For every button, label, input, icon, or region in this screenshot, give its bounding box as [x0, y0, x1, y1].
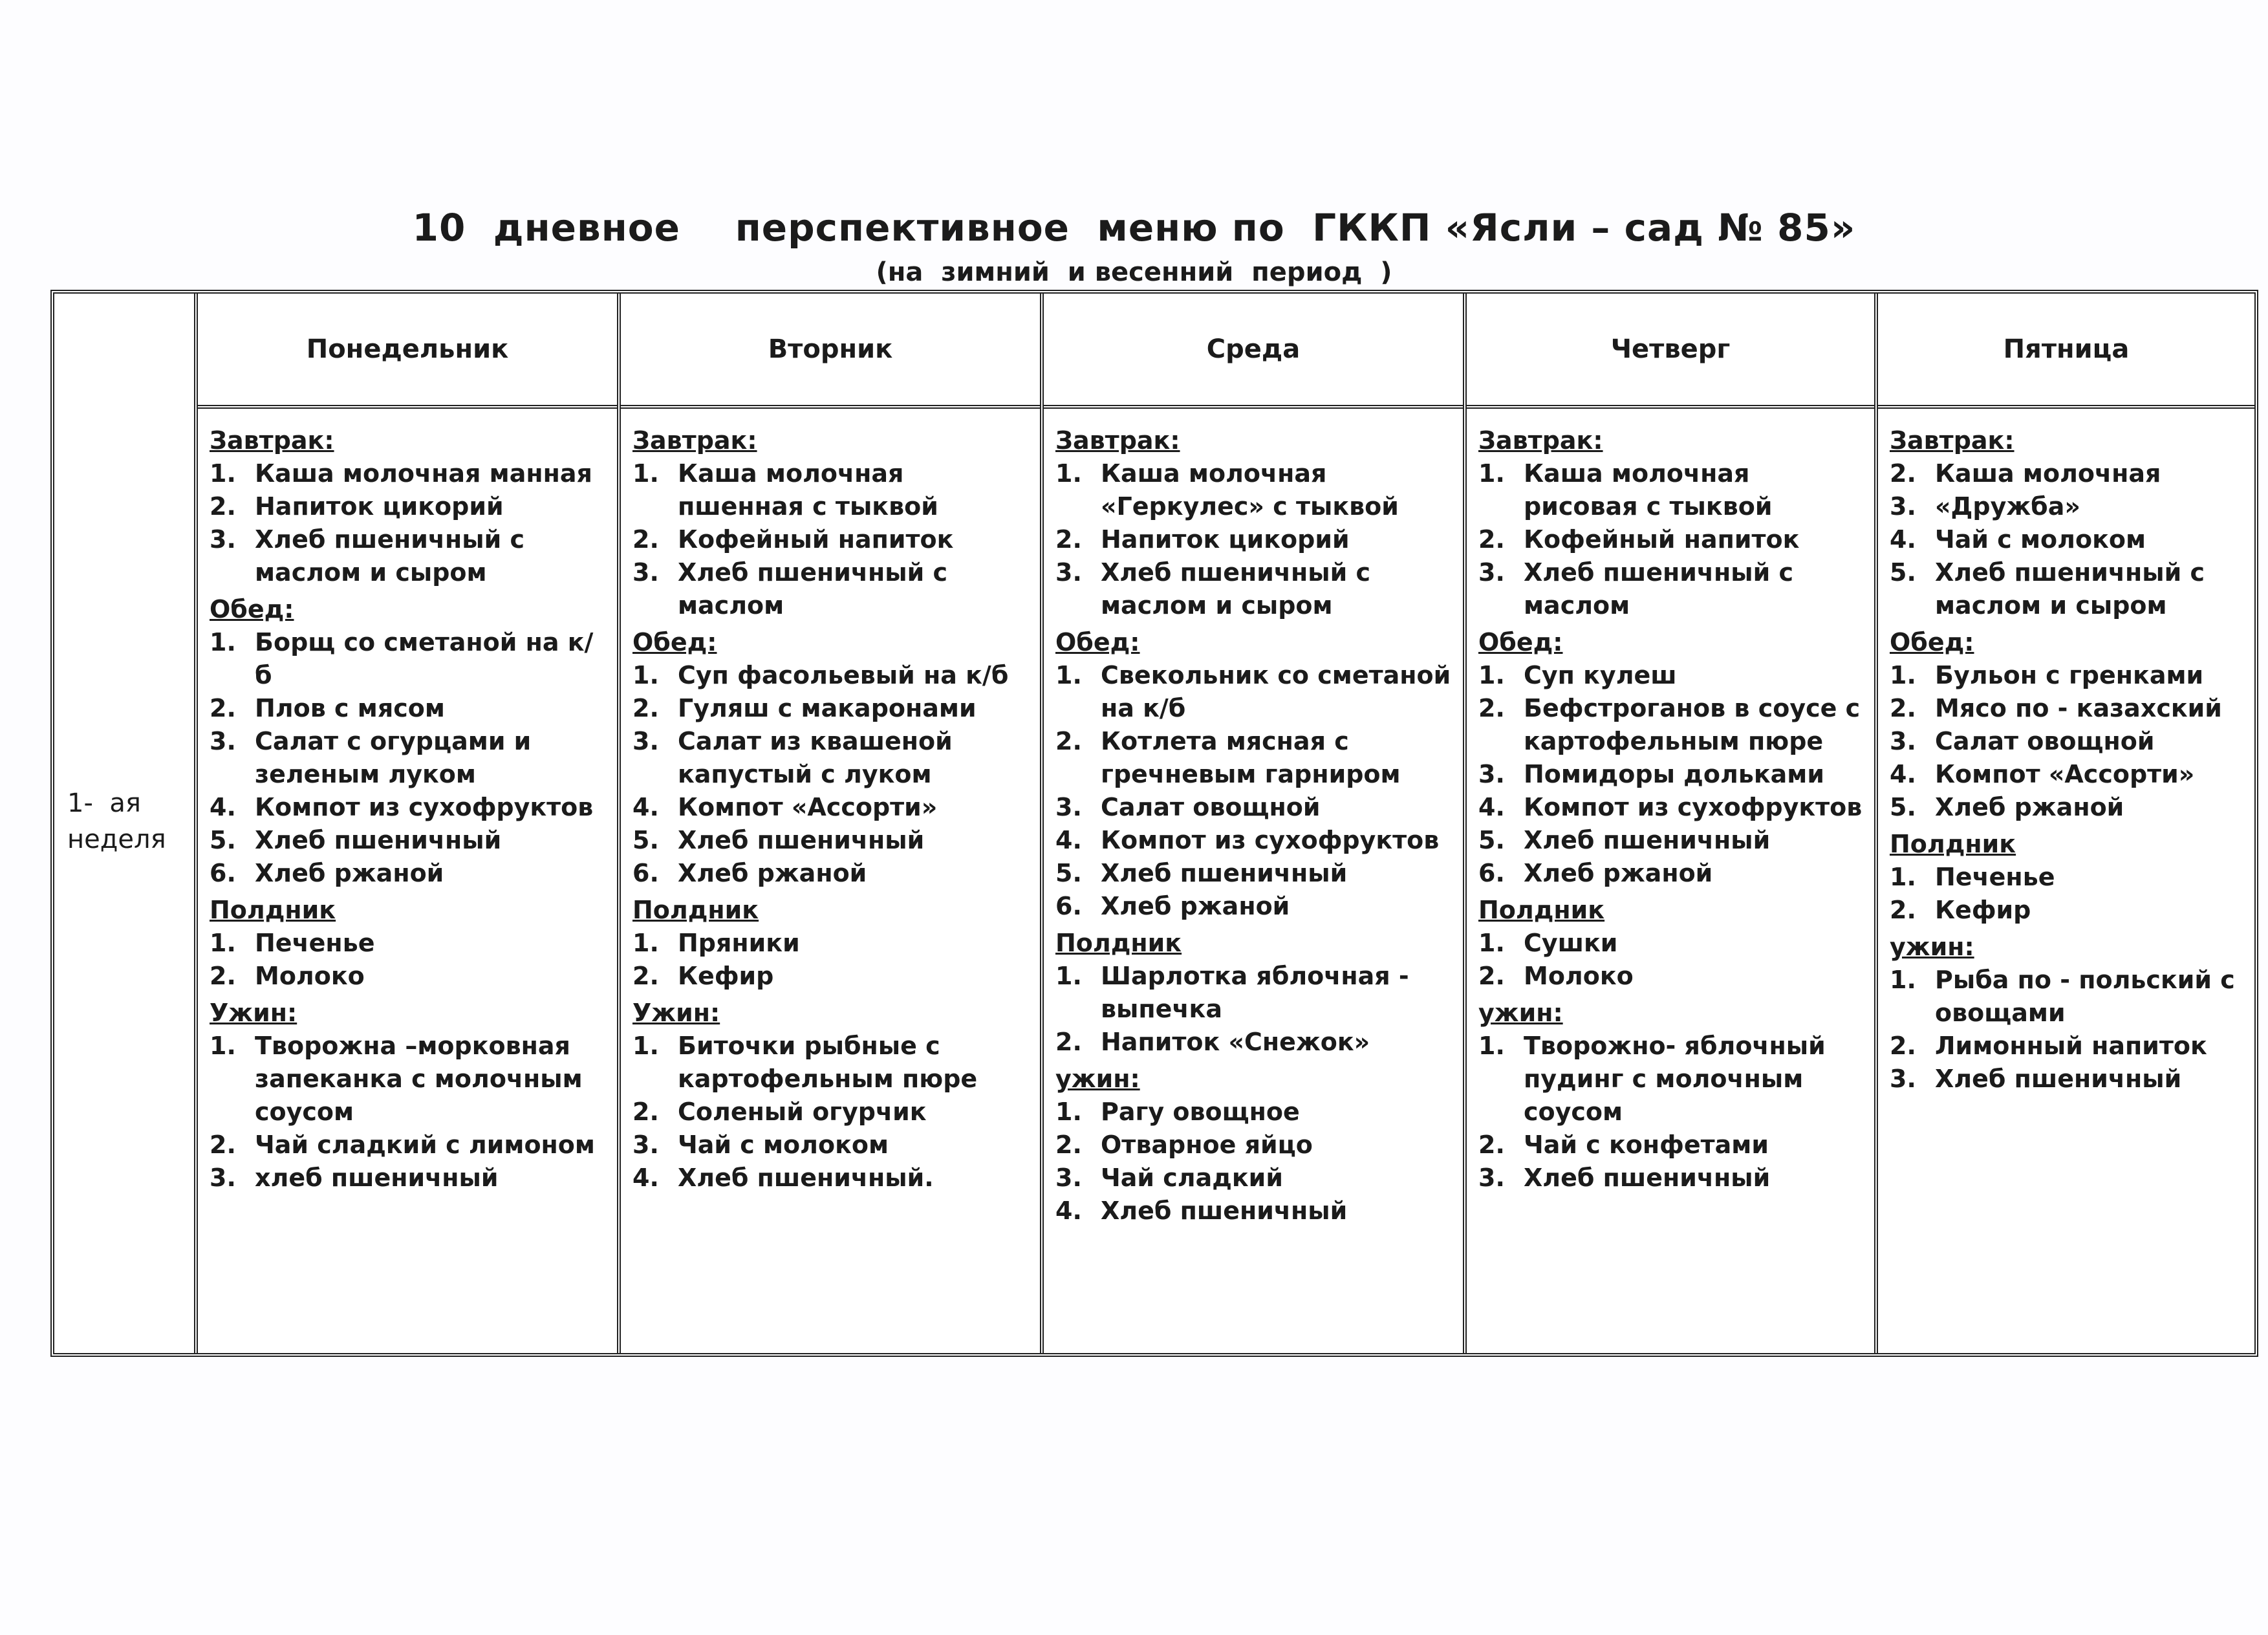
menu-item-number: 4. [210, 793, 236, 821]
menu-item-text: Хлеб пшеничный с маслом [678, 558, 948, 620]
menu-item [632, 857, 1031, 890]
menu-item-number: 6. [210, 859, 236, 887]
menu-item-text: хлеб пшеничный [255, 1164, 499, 1192]
menu-item-number: 3. [210, 1164, 236, 1192]
day-header: Вторник [621, 294, 1040, 409]
menu-item [1478, 960, 1865, 993]
menu-item [210, 1030, 608, 1129]
menu-item-number: 3. [1055, 558, 1082, 587]
menu-item [632, 791, 1031, 824]
meal-label: Полдник [210, 896, 336, 924]
menu-item-number: 3. [1890, 492, 1916, 521]
menu-item-number: 3. [1478, 558, 1505, 587]
menu-item-number: 2. [1478, 694, 1505, 722]
menu-item-text: Чай сладкий с лимоном [255, 1131, 595, 1159]
menu-item-number: 2. [210, 1131, 236, 1159]
menu-item [1055, 890, 1454, 923]
menu-item-number: 5. [210, 826, 236, 854]
menu-item-number: 1. [1478, 929, 1505, 957]
meal-label: Завтрак: [210, 426, 334, 455]
menu-item-text: Творожна –морковная запеканка с молочным соусом [255, 1032, 583, 1126]
menu-item [1890, 692, 2245, 725]
week-column [54, 294, 198, 1353]
menu-item-text: Чай сладкий [1101, 1164, 1283, 1192]
menu-item-text: Борщ со сметаной на к/б [255, 628, 594, 689]
menu-item-number: 2. [632, 1098, 659, 1126]
menu-item [632, 457, 1031, 523]
menu-item-text: Кефир [678, 962, 774, 990]
menu-item [210, 824, 608, 857]
menu-item [210, 490, 608, 523]
menu-item-number: 3. [210, 525, 236, 554]
menu-item-number: 1. [210, 929, 236, 957]
menu-item-number: 4. [1890, 760, 1916, 788]
menu-item-text: Свекольник со сметаной на к/б [1101, 661, 1451, 722]
menu-item-text: Чай с молоком [678, 1131, 889, 1159]
menu-item-number: 1. [632, 661, 659, 689]
menu-item [1478, 857, 1865, 890]
menu-item-number: 3. [1890, 1065, 1916, 1093]
menu-item-text: Рагу овощное [1101, 1098, 1300, 1126]
menu-item-text: Суп кулеш [1524, 661, 1677, 689]
menu-item [210, 523, 608, 589]
menu-item-text: Бульон с гренками [1935, 661, 2204, 689]
menu-item-number: 2. [210, 962, 236, 990]
menu-item [1478, 457, 1865, 523]
menu-item-number: 2. [1890, 896, 1916, 924]
menu-item-text: Печенье [255, 929, 375, 957]
menu-item-number: 5. [1478, 826, 1505, 854]
day-column-monday [198, 294, 621, 1353]
menu-item-text: Хлеб пшеничный [1935, 1065, 2182, 1093]
menu-item-number: 3. [210, 727, 236, 755]
menu-item-text: Салат овощной [1101, 793, 1321, 821]
menu-item-number: 6. [1055, 892, 1082, 920]
menu-item-number: 3. [632, 558, 659, 587]
menu-item-number: 5. [1055, 859, 1082, 887]
day-header: Понедельник [198, 294, 617, 409]
menu-item-number: 4. [632, 793, 659, 821]
menu-item-number: 2. [1478, 525, 1505, 554]
menu-item-number: 4. [1890, 525, 1916, 554]
meal-label: ужин: [1478, 999, 1563, 1027]
menu-item-text: Хлеб пшеничный с маслом и сыром [1935, 558, 2205, 620]
menu-item-text: Шарлотка яблочная - выпечка [1101, 962, 1409, 1023]
meal-label: Обед: [632, 628, 717, 656]
menu-item-number: 4. [632, 1164, 659, 1192]
menu-item-text: Хлеб пшеничный [1524, 1164, 1771, 1192]
menu-item-number: 2. [632, 962, 659, 990]
menu-item [1055, 1096, 1454, 1129]
menu-item [632, 1030, 1031, 1096]
menu-item-text: Чай с конфетами [1524, 1131, 1769, 1159]
menu-item-number: 1. [1478, 1032, 1505, 1060]
menu-item-text: Каша молочная рисовая с тыквой [1524, 459, 1773, 521]
menu-item [210, 1162, 608, 1195]
menu-item-text: «Дружба» [1935, 492, 2080, 521]
menu-item-number: 2. [1478, 962, 1505, 990]
menu-item-text: Хлеб ржаной [255, 859, 444, 887]
menu-item-text: Хлеб пшеничный [678, 826, 925, 854]
menu-item [1055, 857, 1454, 890]
menu-item-text: Печенье [1935, 863, 2055, 891]
menu-item-number: 2. [632, 525, 659, 554]
menu-item [632, 523, 1031, 556]
menu-item [1055, 1129, 1454, 1162]
menu-item-text: Каша молочная «Геркулес» с тыквой [1101, 459, 1399, 521]
menu-item-text: Компот из сухофруктов [1524, 793, 1863, 821]
meal-label: Обед: [1055, 628, 1140, 656]
menu-item-number: 1. [210, 459, 236, 488]
menu-item-number: 2. [632, 694, 659, 722]
meal-label: Обед: [210, 595, 294, 623]
menu-item [1890, 861, 2245, 894]
day-column-friday [1878, 294, 2254, 1353]
menu-item-number: 3. [1478, 760, 1505, 788]
menu-item [632, 824, 1031, 857]
meal-label: Полдник [1055, 929, 1182, 957]
menu-item [210, 960, 608, 993]
menu-item-number: 4. [1055, 826, 1082, 854]
menu-item [1055, 523, 1454, 556]
menu-item-text: Хлеб пшеничный. [678, 1164, 934, 1192]
page-title: 10 дневное перспективное меню по ГККП «Ясли – сад № 85» [412, 206, 1856, 250]
menu-item-number: 4. [1478, 793, 1505, 821]
menu-item-text: Пряники [678, 929, 800, 957]
day-menu [1878, 409, 2254, 1096]
menu-item-number: 1. [1890, 966, 1916, 994]
menu-item-number: 1. [632, 1032, 659, 1060]
menu-item [1055, 1026, 1454, 1059]
menu-item-number: 1. [632, 459, 659, 488]
menu-item [1055, 791, 1454, 824]
menu-item-text: Котлета мясная с гречневым гарниром [1101, 727, 1401, 788]
menu-item [1478, 927, 1865, 960]
menu-item-number: 1. [1478, 459, 1505, 488]
menu-item-text: Каша молочная манная [255, 459, 592, 488]
menu-item [210, 1129, 608, 1162]
menu-item-text: Плов с мясом [255, 694, 445, 722]
menu-item [1890, 894, 2245, 927]
menu-item-number: 3. [1890, 727, 1916, 755]
day-header: Четверг [1467, 294, 1874, 409]
day-header: Пятница [1878, 294, 2254, 409]
menu-item-text: Чай с молоком [1935, 525, 2146, 554]
menu-item-text: Салат овощной [1935, 727, 2155, 755]
menu-item-number: 2. [1055, 525, 1082, 554]
day-menu [1467, 409, 1874, 1195]
menu-item [1055, 960, 1454, 1026]
menu-item-number: 2. [1890, 459, 1916, 488]
menu-item [1478, 824, 1865, 857]
menu-item [1055, 659, 1454, 725]
menu-item-text: Лимонный напиток [1935, 1032, 2207, 1060]
menu-item [1890, 490, 2245, 523]
menu-item-text: Соленый огурчик [678, 1098, 927, 1126]
menu-item [632, 556, 1031, 622]
day-column-tuesday [621, 294, 1044, 1353]
menu-item-number: 1. [1055, 459, 1082, 488]
menu-item-text: Салат с огурцами и зеленым луком [255, 727, 532, 788]
menu-item-text: Компот из сухофруктов [1101, 826, 1440, 854]
menu-item [1478, 1129, 1865, 1162]
menu-item-number: 1. [1890, 661, 1916, 689]
day-column-wednesday [1044, 294, 1467, 1353]
menu-item [1478, 1030, 1865, 1129]
menu-item [632, 1162, 1031, 1195]
menu-item-text: Рыба по - польский с овощами [1935, 966, 2235, 1027]
meal-label: Ужин: [210, 999, 297, 1027]
menu-item [1055, 824, 1454, 857]
menu-item-number: 5. [632, 826, 659, 854]
menu-item [210, 626, 608, 692]
menu-item-text: Творожно- яблочный пудинг с молочным соусом [1524, 1032, 1826, 1126]
menu-item [210, 927, 608, 960]
menu-item [1890, 725, 2245, 758]
day-column-thursday [1467, 294, 1878, 1353]
menu-item-text: Компот «Ассорти» [678, 793, 938, 821]
menu-item-number: 3. [632, 727, 659, 755]
meal-label: Завтрак: [1890, 426, 2014, 455]
menu-item [1478, 556, 1865, 622]
menu-item-text: Каша молочная пшенная с тыквой [678, 459, 938, 521]
menu-item-text: Кефир [1935, 896, 2031, 924]
meal-label: Обед: [1890, 628, 1974, 656]
meal-label: Завтрак: [632, 426, 757, 455]
menu-item-number: 6. [632, 859, 659, 887]
menu-item [632, 927, 1031, 960]
menu-item-text: Каша молочная [1935, 459, 2161, 488]
menu-item-number: 1. [1055, 661, 1082, 689]
menu-item-number: 2. [210, 694, 236, 722]
menu-item [1055, 1162, 1454, 1195]
menu-item [1055, 556, 1454, 622]
meal-label: Обед: [1478, 628, 1563, 656]
menu-item-text: Хлеб пшеничный [1101, 859, 1348, 887]
menu-item-number: 2. [1890, 1032, 1916, 1060]
menu-item [1890, 1030, 2245, 1063]
meal-label: Завтрак: [1055, 426, 1180, 455]
menu-item [632, 1129, 1031, 1162]
menu-item [632, 692, 1031, 725]
menu-item-text: Молоко [1524, 962, 1634, 990]
meal-label: Завтрак: [1478, 426, 1603, 455]
menu-item-number: 1. [1890, 863, 1916, 891]
page-subtitle: (на зимний и весенний период ) [876, 257, 1392, 287]
menu-item-text: Молоко [255, 962, 365, 990]
menu-item-text: Хлеб ржаной [1101, 892, 1290, 920]
menu-item [1055, 725, 1454, 791]
menu-item-number: 1. [210, 1032, 236, 1060]
menu-item [1478, 659, 1865, 692]
menu-item-number: 2. [210, 492, 236, 521]
menu-item-text: Салат из квашеной капустый с луком [678, 727, 953, 788]
menu-item-number: 2. [1478, 1131, 1505, 1159]
menu-item-number: 2. [1055, 1131, 1082, 1159]
menu-item-text: Напиток цикорий [1101, 525, 1350, 554]
menu-item [210, 791, 608, 824]
menu-item-number: 3. [632, 1131, 659, 1159]
menu-item-number: 1. [210, 628, 236, 656]
menu-item-text: Хлеб пшеничный [1101, 1196, 1348, 1225]
meal-label: Полдник [1890, 830, 2016, 858]
menu-item [1890, 659, 2245, 692]
day-menu [198, 409, 617, 1195]
menu-item [210, 857, 608, 890]
menu-item-text: Биточки рыбные с картофельным пюре [678, 1032, 978, 1093]
menu-item-text: Помидоры дольками [1524, 760, 1824, 788]
menu-item-number: 1. [632, 929, 659, 957]
menu-item-number: 2. [1055, 727, 1082, 755]
menu-item-text: Хлеб пшеничный [1524, 826, 1771, 854]
menu-item-number: 2. [1890, 694, 1916, 722]
menu-item [1890, 758, 2245, 791]
menu-item-text: Мясо по - казахский [1935, 694, 2222, 722]
menu-item-text: Суп фасольевый на к/б [678, 661, 1009, 689]
menu-item [1890, 791, 2245, 824]
menu-item [1478, 758, 1865, 791]
menu-item [1478, 1162, 1865, 1195]
day-menu [1044, 409, 1463, 1228]
meal-label: ужин: [1055, 1065, 1140, 1093]
menu-item-text: Хлеб пшеничный [255, 826, 502, 854]
menu-item [1478, 692, 1865, 758]
menu-item-number: 1. [1478, 661, 1505, 689]
menu-item [1890, 964, 2245, 1030]
menu-item-number: 3. [1478, 1164, 1505, 1192]
menu-item-text: Хлеб пшеничный с маслом [1524, 558, 1794, 620]
menu-item [1890, 556, 2245, 622]
menu-item-number: 3. [1055, 1164, 1082, 1192]
menu-item-number: 1. [1055, 962, 1082, 990]
menu-item-text: Хлеб пшеничный с маслом и сыром [255, 525, 525, 587]
menu-item-number: 2. [1055, 1028, 1082, 1056]
menu-item-number: 5. [1890, 558, 1916, 587]
menu-item-number: 6. [1478, 859, 1505, 887]
menu-item [210, 457, 608, 490]
menu-item [1055, 1195, 1454, 1228]
meal-label: Полдник [1478, 896, 1605, 924]
menu-item [210, 725, 608, 791]
menu-item-number: 5. [1890, 793, 1916, 821]
week-label: 1- ая неделя [67, 788, 166, 854]
menu-item-text: Хлеб пшеничный с маслом и сыром [1101, 558, 1371, 620]
menu-item-text: Отварное яйцо [1101, 1131, 1313, 1159]
day-menu [621, 409, 1040, 1195]
menu-item-text: Сушки [1524, 929, 1618, 957]
menu-item-text: Кофейный напиток [678, 525, 954, 554]
menu-item-number: 3. [1055, 793, 1082, 821]
menu-item-number: 4. [1055, 1196, 1082, 1225]
menu-item-text: Хлеб ржаной [1935, 793, 2124, 821]
meal-label: Ужин: [632, 999, 720, 1027]
menu-item [632, 960, 1031, 993]
menu-item-text: Хлеб ржаной [1524, 859, 1713, 887]
menu-item-text: Бефстроганов в соусе с картофельным пюре [1524, 694, 1861, 755]
menu-item [210, 692, 608, 725]
menu-item-text: Гуляш с макаронами [678, 694, 977, 722]
menu-item [1478, 523, 1865, 556]
menu-item-number: 1. [1055, 1098, 1082, 1126]
menu-item-text: Напиток цикорий [255, 492, 504, 521]
day-header: Среда [1044, 294, 1463, 409]
menu-item [632, 725, 1031, 791]
menu-item [1055, 457, 1454, 523]
menu-item [632, 659, 1031, 692]
menu-item-text: Напиток «Снежок» [1101, 1028, 1370, 1056]
menu-item-text: Компот из сухофруктов [255, 793, 594, 821]
menu-item-text: Компот «Ассорти» [1935, 760, 2195, 788]
menu-table [50, 290, 2258, 1357]
menu-item-text: Кофейный напиток [1524, 525, 1800, 554]
menu-item [1890, 1063, 2245, 1096]
menu-item [1890, 457, 2245, 490]
menu-item-text: Хлеб ржаной [678, 859, 867, 887]
menu-item [1478, 791, 1865, 824]
menu-item [632, 1096, 1031, 1129]
menu-item [1890, 523, 2245, 556]
meal-label: ужин: [1890, 933, 1974, 961]
meal-label: Полдник [632, 896, 759, 924]
